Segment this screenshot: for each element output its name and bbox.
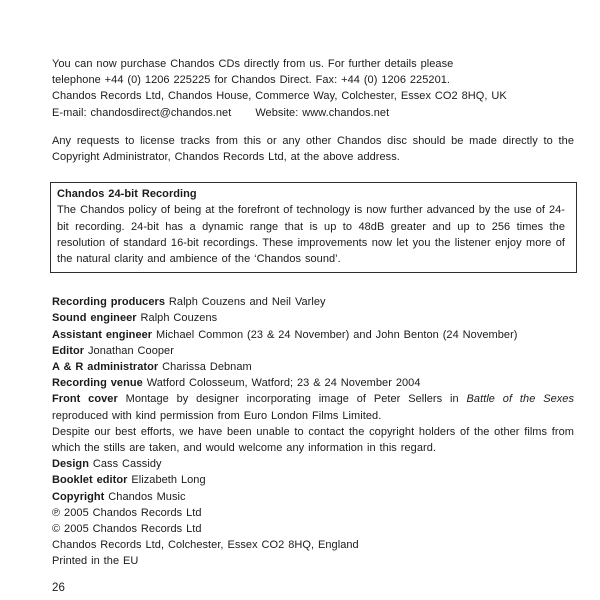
credit-editor — [52, 343, 574, 359]
credit-assistant-engineer — [52, 327, 574, 343]
copyright-holders-note: Despite our best efforts, we have been unable to contact the copyright holders of the other films from which the stills are taken, and would welcome any information in this regard. — [52, 425, 574, 455]
credit-value: Elizabeth Long — [131, 474, 206, 487]
credit-value: Michael Common (23 & 24 November) and John Benton (24 November) — [156, 328, 518, 341]
credit-copyright — [52, 489, 574, 505]
credit-label: Recording venue — [52, 377, 143, 390]
copyright-year-line: © 2005 Chandos Records Ltd — [52, 523, 202, 536]
credit-value: Watford Colosseum, Watford; 23 & 24 November 2004 — [146, 377, 421, 390]
credit-label: Assistant engineer — [52, 328, 153, 341]
credit-label: Editor — [52, 344, 85, 357]
contact-info-paragraph — [52, 56, 574, 121]
page-content — [52, 45, 574, 596]
phonogram-copyright-line: ℗ 2005 Chandos Records Ltd — [52, 506, 202, 519]
contact-line-3: Chandos Records Ltd, Chandos House, Commerce Way, Colchester, Essex CO2 8HQ, UK — [52, 90, 507, 103]
page-number: 26 — [52, 581, 65, 594]
credit-label: Recording producers — [52, 296, 165, 309]
credit-label: A & R administrator — [52, 361, 159, 374]
credit-value-continued: reproduced with kind permission from Euro London Films Limited. — [52, 409, 382, 422]
recording-info-box — [50, 182, 577, 273]
credit-value: Ralph Couzens — [140, 312, 218, 325]
contact-line-2: telephone +44 (0) 1206 225225 for Chandos Direct. Fax: +44 (0) 1206 225201. — [52, 74, 451, 87]
printed-in-line: Printed in the EU — [52, 555, 139, 568]
credit-value: Chandos Music — [108, 490, 186, 503]
credit-front-cover — [52, 391, 574, 423]
licensing-paragraph: Any requests to license tracks from this or any other Chandos disc should be made directly to the Copyright Administrator, Chandos Records Ltd, at the above address. — [52, 134, 574, 164]
credit-booklet-editor — [52, 472, 574, 488]
film-title-italic: Battle of the Sexes — [466, 393, 575, 406]
credit-sound-engineer — [52, 310, 574, 326]
credit-value: Cass Cassidy — [92, 458, 162, 471]
credit-a-and-r-administrator — [52, 359, 574, 375]
credit-recording-venue — [52, 375, 574, 391]
credit-label: Front cover — [52, 393, 118, 406]
contact-line-1: You can now purchase Chandos CDs directly from us. For further details please — [52, 58, 454, 70]
credit-label: Design — [52, 458, 89, 471]
credit-value: Charissa Debnam — [162, 361, 252, 374]
credit-value: Jonathan Cooper — [87, 344, 174, 357]
recording-box-title: Chandos 24-bit Recording — [57, 188, 197, 201]
company-address-line: Chandos Records Ltd, Colchester, Essex CO2 8HQ, England — [52, 539, 359, 552]
recording-box-body: The Chandos policy of being at the forefront of technology is now further advanced by the use of 24-bit recording. 24-bit has a dynamic range that is up to 48dB greater and up to 256 times the resolution of standard 16-bit recordings. These improvements now let you the listener enjoy more of the natural clarity and ambience of the ‘Chandos sound’. — [57, 204, 565, 266]
credit-label: Sound engineer — [52, 312, 137, 325]
credit-label: Booklet editor — [52, 474, 128, 487]
credits-block — [52, 294, 574, 569]
credit-value: Ralph Couzens and Neil Varley — [168, 296, 326, 309]
credit-value: Montage by designer incorporating image of Peter Sellers in — [125, 393, 459, 406]
credit-recording-producers — [52, 294, 574, 310]
credit-design — [52, 456, 574, 472]
website-text: Website: www.chandos.net — [255, 106, 390, 119]
credit-label: Copyright — [52, 490, 105, 503]
email-text: E-mail: chandosdirect@chandos.net — [52, 106, 232, 119]
